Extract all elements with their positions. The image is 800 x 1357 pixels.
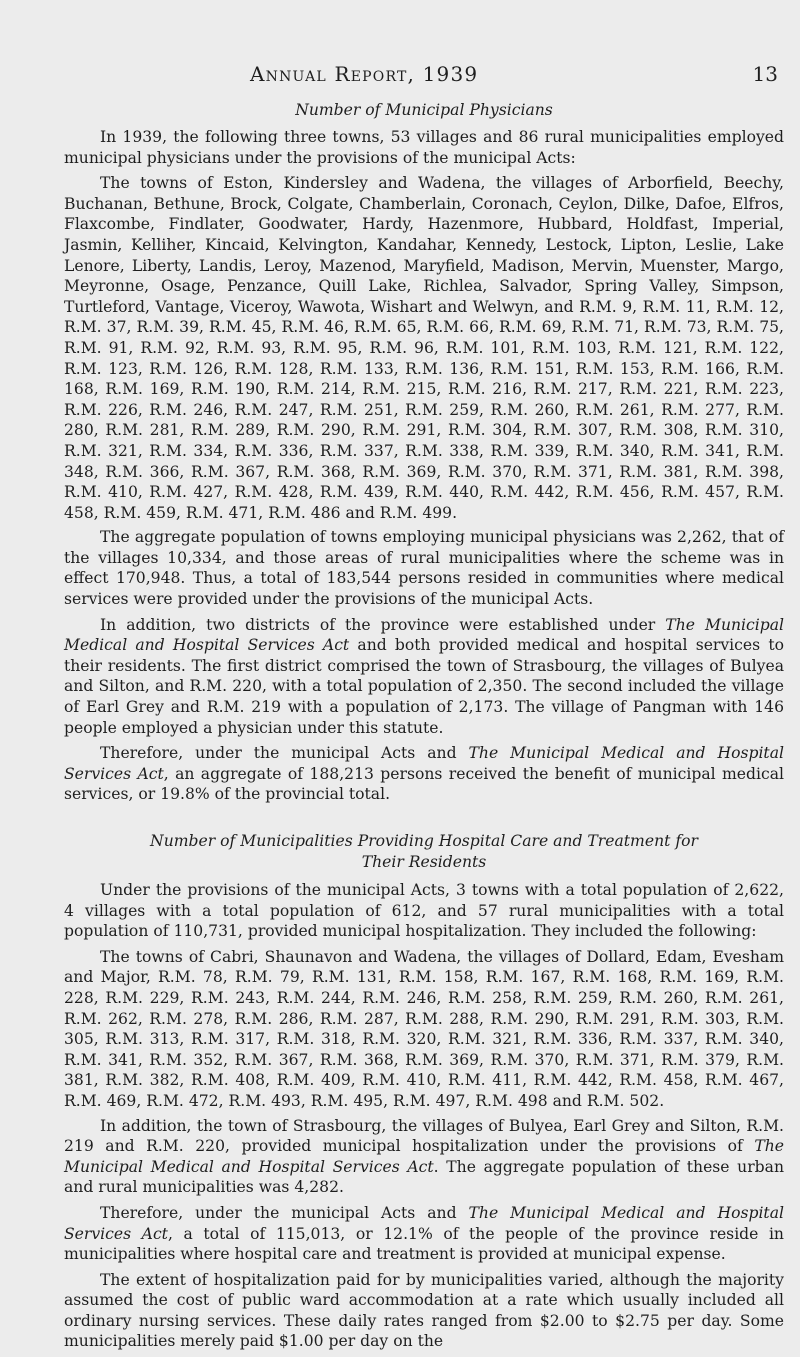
- section-heading-line: Number of Municipalities Providing Hospital Care and Treatment for: [150, 832, 698, 850]
- paragraph-municipality-list: The towns of Eston, Kindersley and Wadena, the villages of Arborfield, Beechy, Buchanan, Bethune, Brock, Colgate, Chamberlain, Coronach, Ceylon, Dilke, Dafoe, Elfros, Flaxcombe, Findlater, Goodwater, Hardy, Hazenmore, Hubbard, Holdfast, Imperial, Jasmin, Kelliher, Kincaid, Kelvington, Kandahar, Kennedy, Lestock, Lipton, Leslie, Lake Lenore, Liberty, Landis, Leroy, Mazenod, Maryfield, Madison, Mervin, Muenster, Margo, Meyronne, Osage, Penzance, Quill Lake, Richlea, Salvador, Spring Valley, Simpson, Turtleford, Vantage, Viceroy, Wawota, Wishart and Welwyn, and R.M. 9, R.M. 11, R.M. 12, R.M. 37, R.M. 39, R.M. 45, R.M. 46, R.M. 65, R.M. 66, R.M. 69, R.M. 71, R.M. 73, R.M. 75, R.M. 91, R.M. 92, R.M. 93, R.M. 95, R.M. 96, R.M. 101, R.M. 103, R.M. 121, R.M. 122, R.M. 123, R.M. 126, R.M. 128, R.M. 133, R.M. 136, R.M. 151, R.M. 153, R.M. 166, R.M. 168, R.M. 169, R.M. 190, R.M. 214, R.M. 215, R.M. 216, R.M. 217, R.M. 221, R.M. 223, R.M. 226, R.M. 246, R.M. 247, R.M. 251, R.M. 259, R.M. 260, R.M. 261, R.M. 277, R.M. 280, R.M. 281, R.M. 289, R.M. 290, R.M. 291, R.M. 304, R.M. 307, R.M. 308, R.M. 310, R.M. 321, R.M. 334, R.M. 336, R.M. 337, R.M. 338, R.M. 339, R.M. 340, R.M. 341, R.M. 348, R.M. 366, R.M. 367, R.M. 368, R.M. 369, R.M. 370, R.M. 371, R.M. 381, R.M. 398, R.M. 410, R.M. 427, R.M. 428, R.M. 439, R.M. 440, R.M. 442, R.M. 456, R.M. 457, R.M. 458, R.M. 459, R.M. 471, R.M. 486 and R.M. 499.: [64, 174, 784, 522]
- paragraph-text: Therefore, under the municipal Acts and: [100, 744, 469, 763]
- paragraph: [64, 1116, 784, 1198]
- section-heading-hospital-care: [64, 831, 784, 873]
- paragraph: The extent of hospitalization paid for by municipalities varied, although the majority assumed the cost of public ward accommodation at a rate which usually included all ordinary nursing services. These daily rates ranged from $2.00 to $2.75 per day. Some municipalities merely paid $1.00 per day on the: [64, 1270, 784, 1351]
- paragraph-text: , an aggregate of 188,213 persons received the benefit of municipal medical services, or 19.8% of the provincial total.: [64, 764, 784, 804]
- page-body: [64, 100, 784, 1357]
- act-title: The Municipal Medical and Hospital Services Act: [64, 1203, 784, 1243]
- act-title: The Municipal Medical and Hospital Services Act: [64, 615, 785, 655]
- act-title: The Municipal Medical and Hospital Services Act: [64, 1137, 784, 1176]
- paragraph-text: In addition, the town of Strasbourg, the villages of Bulyea, Earl Grey and Silton, R.M. 219 and R.M. 220, provided municipal hospitalization under the provisions of: [64, 1116, 784, 1156]
- paragraph: In 1939, the following three towns, 53 villages and 86 rural municipalities employed municipal physicians under the provisions of the municipal Acts:: [64, 128, 784, 167]
- paragraph-text: In addition, two districts of the province were established under: [100, 615, 666, 634]
- paragraph: [64, 615, 784, 739]
- paragraph-text: and both provided medical and hospital services to their residents. The first district comprised the town of Strasbourg, the villages of Bulyea and Silton, and R.M. 220, with a total population of 2,350. The second included the village of Earl Grey and R.M. 219 with a population of 2,173. The village of Pangman with 146 people employed a physician under this statute.: [64, 636, 784, 737]
- section-heading-line: Their Residents: [361, 853, 487, 871]
- paragraph-text: , a total of 115,013, or 12.1% of the people of the province reside in municipalities where hospital care and treatment is provided at municipal expense.: [64, 1224, 784, 1264]
- paragraph-municipality-list: The towns of Cabri, Shaunavon and Wadena, the villages of Dollard, Edam, Evesham and Major, R.M. 78, R.M. 79, R.M. 131, R.M. 158, R.M. 167, R.M. 168, R.M. 169, R.M. 228, R.M. 229, R.M. 243, R.M. 244, R.M. 246, R.M. 258, R.M. 259, R.M. 260, R.M. 261, R.M. 262, R.M. 278, R.M. 286, R.M. 287, R.M. 288, R.M. 290, R.M. 291, R.M. 303, R.M. 305, R.M. 313, R.M. 317, R.M. 318, R.M. 320, R.M. 321, R.M. 336, R.M. 337, R.M. 340, R.M. 341, R.M. 352, R.M. 367, R.M. 368, R.M. 369, R.M. 370, R.M. 371, R.M. 379, R.M. 381, R.M. 382, R.M. 408, R.M. 409, R.M. 410, R.M. 411, R.M. 442, R.M. 458, R.M. 467, R.M. 469, R.M. 472, R.M. 493, R.M. 495, R.M. 497, R.M. 498 and R.M. 502.: [64, 947, 784, 1110]
- running-header: [250, 62, 778, 90]
- paragraph-text: Therefore, under the municipal Acts and: [100, 1203, 469, 1222]
- act-title: The Municipal Medical and Hospital Services Act: [64, 744, 784, 783]
- page-number: 13: [752, 62, 778, 86]
- paragraph-text: . The aggregate population of these urban and rural municipalities was 4,282.: [64, 1157, 785, 1197]
- section-heading-physicians: Number of Municipal Physicians: [295, 101, 553, 119]
- paragraph: The aggregate population of towns employing municipal physicians was 2,262, that of the villages 10,334, and those areas of rural municipalities where the scheme was in effect 170,948. Thus, a total of 183,544 persons resided in communities where medical services were provided under the provisions of the municipal Acts.: [64, 528, 784, 609]
- paragraph: [64, 1203, 784, 1265]
- paragraph: [64, 743, 784, 805]
- report-title: Annual Report, 1939: [250, 62, 479, 86]
- paragraph: Under the provisions of the municipal Acts, 3 towns with a total population of 2,622, 4 villages with a total population of 612, and 57 rural municipalities with a total population of 110,731, provided municipal hospitalization. They included the following:: [64, 881, 784, 941]
